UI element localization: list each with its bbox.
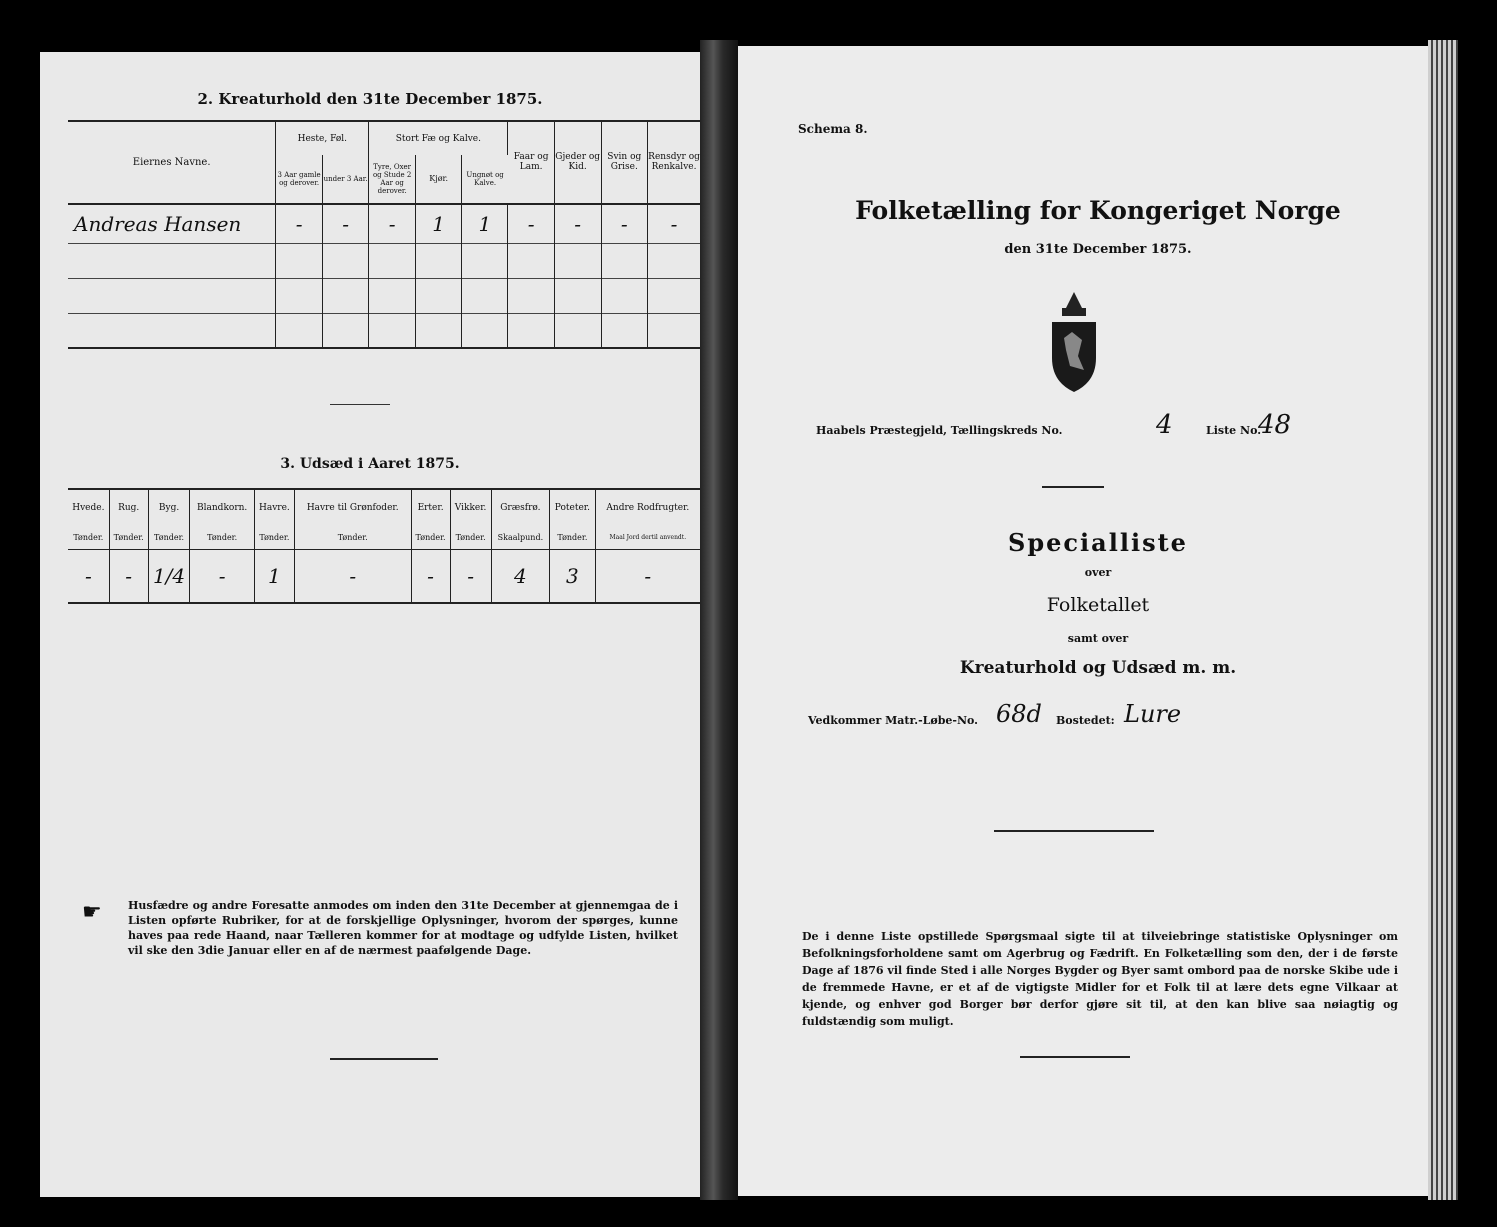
section3-title: 3. Udsæd i Aaret 1875. [280,456,460,472]
potatoes-header: Poteter. [550,490,596,527]
rye-header: Rug. [109,490,148,527]
owner-header: Eiernes Navne. [68,122,276,204]
book-spine [700,40,738,1200]
cows-value: 1 [415,204,461,244]
oats-value: 1 [254,549,294,602]
sheep-value: - [508,204,554,244]
potatoes-value: 3 [550,549,596,602]
rye-value: - [109,549,148,602]
grass-seed-unit: Skaalpund. [491,527,550,549]
grass-seed-header: Græsfrø. [491,490,550,527]
district-number: 4 [1156,410,1173,440]
district-label: Haabels Præstegjeld, Tællingskreds No. [816,424,1063,437]
samt-over-text: samt over [1067,632,1129,645]
sheep-header: Faar og Lam. [508,122,554,204]
bostedet-label: Bostedet: [1056,714,1115,727]
seed-table-bottom-rule [68,602,700,604]
divider-right-2 [994,830,1154,832]
potatoes-unit: Tønder. [550,527,596,549]
wheat-unit: Tønder. [68,527,109,549]
left-page [40,52,700,1197]
explanation-paragraph: De i denne Liste opstillede Spørgsmaal sigte til at tilveiebringe statistiske Oplysninger om Befolkningsforholdene samt om Agerbrug og Fædrift. En Folketælling som den, der i de første Dage af 1876 vil finde Sted i alle Norges Bygder og Byer samt ombord paa de norske Skibe ude i de fremmede Havne, er et af de vigtigste Midler for et Folk til at lære dets egne Vilkaar at kjende, og enhver god Borger bør derfor gjøre sit til, at den kan blive saa nøiagtig og fuldstændig som muligt. [802,930,1398,1028]
horses-young-value: - [322,204,368,244]
goats-value: - [554,204,601,244]
bulls-value: - [369,204,416,244]
barley-header: Byg. [148,490,190,527]
seed-table [68,490,700,602]
mixed-grain-value: - [190,549,254,602]
livestock-table [68,122,700,347]
main-title: Folketælling for Kongeriget Norge [855,196,1341,225]
vetch-header: Vikker. [450,490,491,527]
other-roots-header: Andre Rodfrugter. [606,503,690,514]
young-cattle-value: 1 [462,204,508,244]
pigs-value: - [601,204,648,244]
bulls-header: Tyre, Oxer og Stude 2 Aar og derover. [369,155,416,204]
vetch-unit: Tønder. [450,527,491,549]
date-line: den 31te December 1875. [1004,242,1192,257]
horses-young-header: under 3 Aar. [322,155,368,204]
right-page [738,46,1428,1196]
mixed-grain-unit: Tønder. [190,527,254,549]
young-cattle-header: Ungnøt og Kalve. [466,170,504,187]
horses-old-header: 3 Aar gamle og derover. [276,155,323,204]
other-roots-value: - [644,563,652,588]
cattle-header: Stort Fæ og Kalve. [369,122,508,155]
cows-header: Kjør. [415,155,461,204]
pointing-hand-icon: ☛ [82,900,102,925]
horses-header: Heste, Føl. [276,122,369,155]
folketallet-heading: Folketallet [1046,594,1150,616]
over-text: over [1084,566,1112,579]
instructions-note: Husfædre og andre Foresatte anmodes om inden den 31te December at gjennemgaa de i Listen opførte Rubriker, for at de forskjellige Oplysninger, hvorom der spørges, kunne haves paa rede Haand, naar Tælleren kommer for at modtage og udfylde Listen, hvilket vil ske den 3die Januar eller en af de nærmest paafølgende Dage. [128,899,678,957]
divider-right-3 [1020,1056,1130,1058]
wheat-value: - [68,549,109,602]
owner-name: Andreas Hansen [68,204,276,244]
matr-label: Vedkommer Matr.-Løbe-No. [808,714,978,727]
divider-bottom [330,1058,438,1060]
specialliste-heading: Specialliste [1008,528,1188,557]
pigs-header: Svin og Grise. [601,122,648,204]
barley-unit: Tønder. [148,527,190,549]
horses-old-value: - [276,204,323,244]
wheat-header: Hvede. [68,490,109,527]
book-page-edges [1428,40,1458,1200]
green-fodder-oats-header: Havre til Grønfoder. [294,490,411,527]
barley-value: 1/4 [148,549,190,602]
schema-label: Schema 8. [798,122,868,136]
liste-label: Liste No. [1206,424,1262,437]
vetch-value: - [450,549,491,602]
other-roots-unit: Maal Jord dertil anvendt. [609,534,687,542]
grass-seed-value: 4 [491,549,550,602]
coat-of-arms-icon [1048,286,1100,396]
reindeer-value: - [670,211,678,236]
divider-short [330,404,390,405]
green-fodder-oats-value: - [294,549,411,602]
oats-unit: Tønder. [254,527,294,549]
peas-unit: Tønder. [411,527,450,549]
mixed-grain-header: Blandkorn. [190,490,254,527]
livestock-table-bottom-rule [68,347,700,349]
reindeer-header: Rensdyr og Renkalve. [648,152,700,173]
rye-unit: Tønder. [109,527,148,549]
kreaturhold-heading: Kreaturhold og Udsæd m. m. [959,658,1237,678]
liste-number: 48 [1258,410,1292,440]
divider-right-1 [1042,486,1104,488]
bostedet-value: Lure [1124,700,1182,728]
matr-value: 68d [996,700,1042,728]
section2-title: 2. Kreaturhold den 31te December 1875. [197,90,543,108]
oats-header: Havre. [254,490,294,527]
goats-header: Gjeder og Kid. [554,122,601,204]
peas-header: Erter. [411,490,450,527]
green-fodder-oats-unit: Tønder. [294,527,411,549]
peas-value: - [411,549,450,602]
